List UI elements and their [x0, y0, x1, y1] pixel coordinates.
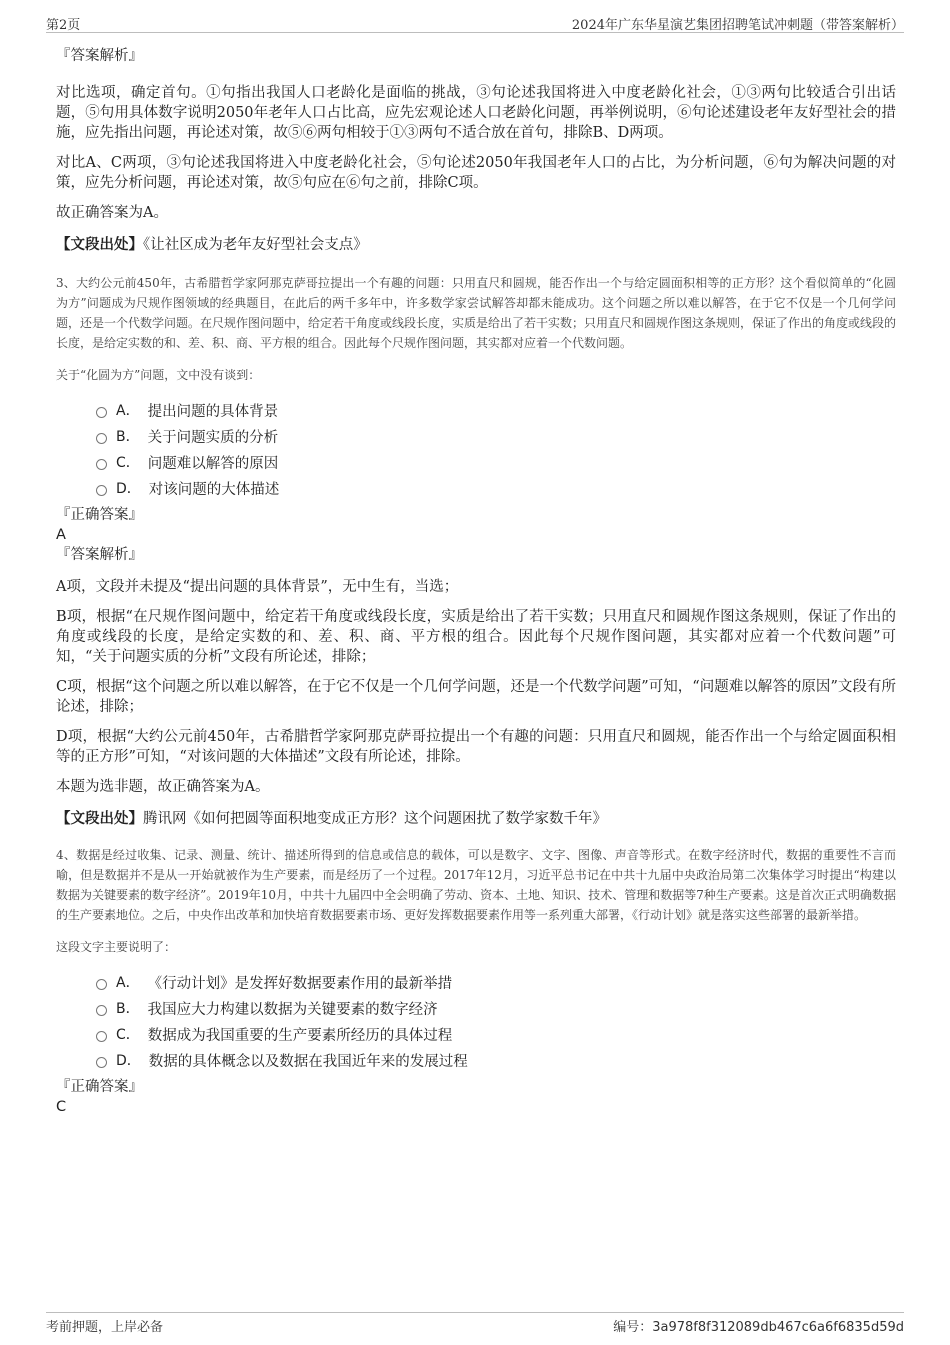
correct-answer: C: [56, 1099, 67, 1115]
analysis-paragraph: C项，根据“这个问题之所以难以解答，在于它不仅是一个几何学问题，还是一个代数学问题”可知，“问题难以解答的原因”文段有所论述，排除；: [56, 679, 896, 715]
option-a[interactable]: A． 《行动计划》是发挥好数据要素作用的最新举措: [96, 969, 896, 995]
option-a[interactable]: A． 提出问题的具体背景: [96, 397, 896, 423]
question-passage: 4、数据是经过收集、记录、测量、统计、描述所得到的信息或信息的载体，可以是数字、文字、图像、声音等形式。在数字经济时代，数据的重要性不言而喻，但是数据并不是从一开始就被作为生产要素，而是经历了一个过程。2017年12月，习近平总书记在中共十九届中央政治局第二次集体学习时提出“构建以数据为关键要素的数字经济”。2019年10月，中共十九届四中全会明确了劳动、资本、土地、知识、技术、管理和数据等7种生产要素。这是首次正式明确数据的生产要素地位。之后，中央作出改革和加快培育数据要素市场、更好发挥数据要素作用等一系列重大部署，《行动计划》就是落实这些部署的最新举措。: [56, 848, 896, 922]
radio-icon[interactable]: [96, 485, 107, 496]
page-number: 第2页: [46, 18, 81, 33]
analysis-label: 『答案解析』: [56, 48, 143, 64]
options-list: [56, 969, 896, 1073]
document-body: [56, 44, 896, 1117]
page-header: [46, 12, 904, 33]
radio-icon[interactable]: [96, 433, 107, 444]
analysis-paragraph: D项，根据“大约公元前450年，古希腊哲学家阿那克萨哥拉提出一个有趣的问题：只用直尺和圆规，能否作出一个与给定圆面积相等的正方形”可知，“对该问题的大体描述”文段有所论述，排除。: [56, 729, 896, 765]
analysis-paragraph: 对比选项，确定首句。①句指出我国人口老龄化是面临的挑战，③句论述我国将进入中度老龄化社会，①③两句比较适合引出话题，⑤句用具体数字说明2050年老年人口占比高，应先宏观论述人口老龄化问题，再举例说明，⑥句论述建设老年友好型社会的措施，应先指出问题，再论述对策，故⑤⑥两句相较于①③两句不适合放在首句，排除B、D两项。: [56, 85, 896, 141]
document-title: 2024年广东华星演艺集团招聘笔试冲刺题（带答案解析）: [571, 18, 904, 33]
analysis-conclusion: 本题为选非题，故正确答案为A。: [56, 779, 270, 795]
source-citation: [56, 809, 896, 829]
analysis-label: 『答案解析』: [56, 547, 143, 563]
source-label: 【文段出处】: [56, 810, 143, 827]
code-value: 3a978f8f312089db467c6a6f6835d59d: [652, 1320, 904, 1335]
document-code: [613, 1316, 904, 1335]
options-list: [56, 397, 896, 501]
source-citation: [56, 235, 896, 255]
analysis-paragraph: A项，文段并未提及“提出问题的具体背景”，无中生有，当选；: [56, 579, 459, 595]
correct-answer: A: [56, 527, 66, 543]
question-passage: 3、大约公元前450年，古希腊哲学家阿那克萨哥拉提出一个有趣的问题：只用直尺和圆规，能否作出一个与给定圆面积相等的正方形？这个看似简单的“化圆为方”问题成为尺规作图领域的经典题目，在此后的两千多年中，许多数学家尝试解答却都未能成功。这个问题之所以难以解答，在于它不仅是一个几何学问题，还是一个代数学问题。在尺规作图问题中，给定若干角度或线段长度，实质是给出了若干实数；只用直尺和圆规作图这条规则，保证了作出的角度或线段的长度，是给定实数的和、差、积、商、平方根的组合。因此每个尺规作图问题，其实都对应着一个代数问题。: [56, 276, 897, 350]
question-stem: 这段文字主要说明了：: [56, 940, 177, 954]
analysis-paragraph: 对比A、C两项，③句论述我国将进入中度老龄化社会，⑤句论述2050年我国老年人口的占比，为分析问题，⑥句为解决问题的对策，应先分析问题，再论述对策，故⑤句应在⑥句之前，排除C项。: [56, 155, 896, 191]
option-b[interactable]: B． 关于问题实质的分析: [96, 423, 896, 449]
option-c[interactable]: C． 问题难以解答的原因: [96, 449, 896, 475]
analysis-paragraph: B项，根据“在尺规作图问题中，给定若干角度或线段长度，实质是给出了若干实数；只用直尺和圆规作图这条规则，保证了作出的角度或线段的长度，是给定实数的和、差、积、商、平方根的组合。因此每个尺规作图问题，其实都对应着一个代数问题”可知，“关于问题实质的分析”文段有所论述，排除；: [56, 609, 896, 665]
correct-answer-label: 『正确答案』: [56, 507, 143, 523]
footer-slogan: 考前押题，上岸必备: [46, 1320, 164, 1335]
question-stem: 关于“化圆为方”问题，文中没有谈到：: [56, 368, 261, 382]
option-b[interactable]: B． 我国应大力构建以数据为关键要素的数字经济: [96, 995, 896, 1021]
code-label: 编号：: [613, 1320, 653, 1335]
radio-icon[interactable]: [96, 979, 107, 990]
option-d[interactable]: D． 对该问题的大体描述: [96, 475, 896, 501]
page-footer: [46, 1312, 904, 1335]
correct-answer-label: 『正确答案』: [56, 1079, 143, 1095]
option-d[interactable]: D． 数据的具体概念以及数据在我国近年来的发展过程: [96, 1047, 896, 1073]
source-text: 腾讯网《如何把圆等面积地变成正方形？这个问题困扰了数学家数千年》: [143, 811, 607, 827]
radio-icon[interactable]: [96, 459, 107, 470]
radio-icon[interactable]: [96, 1057, 107, 1068]
source-label: 【文段出处】: [56, 236, 143, 253]
radio-icon[interactable]: [96, 407, 107, 418]
radio-icon[interactable]: [96, 1031, 107, 1042]
option-c[interactable]: C． 数据成为我国重要的生产要素所经历的具体过程: [96, 1021, 896, 1047]
analysis-conclusion: 故正确答案为A。: [56, 205, 168, 221]
source-text: 《让社区成为老年友好型社会支点》: [143, 237, 368, 253]
radio-icon[interactable]: [96, 1005, 107, 1016]
